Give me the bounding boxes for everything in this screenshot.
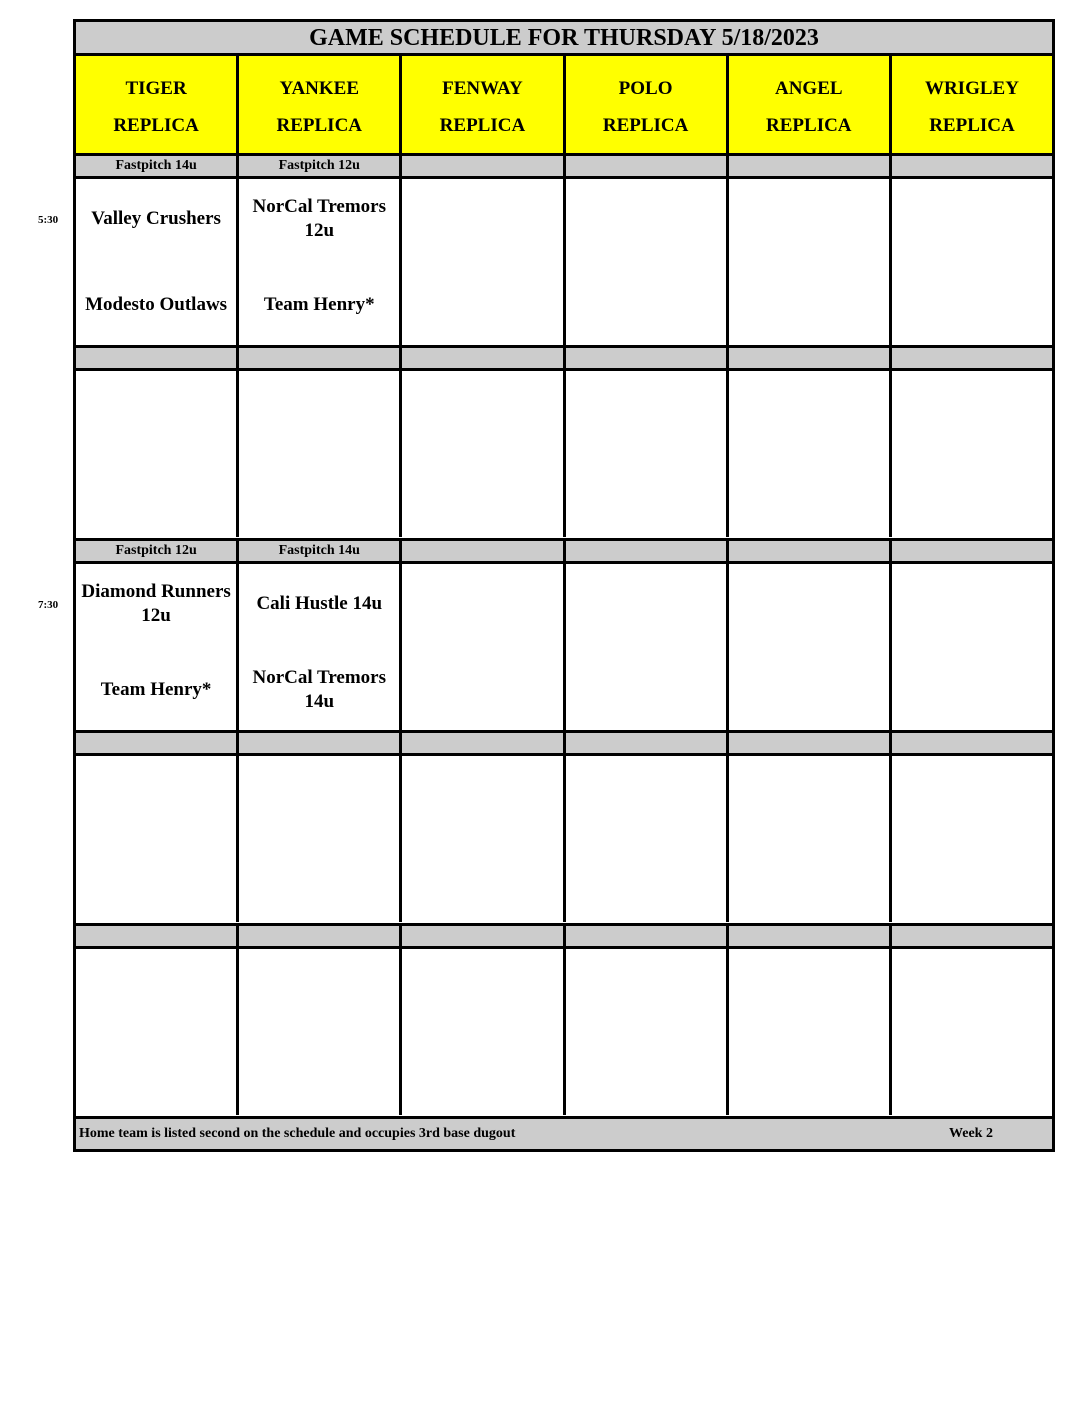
division-band-2 — [76, 345, 1052, 371]
game-cell-yankee — [239, 179, 402, 345]
game-cell-polo — [566, 179, 729, 345]
game-cell-fenway — [402, 564, 565, 730]
away-team: Diamond Runners 12u — [81, 581, 231, 626]
game-cell-tiger — [76, 564, 239, 730]
page-title: GAME SCHEDULE FOR THURSDAY 5/18/2023 — [76, 22, 1052, 56]
division-label — [566, 541, 729, 561]
game-slot-1 — [76, 179, 1052, 345]
game-slot-5 — [76, 949, 1052, 1115]
division-label — [729, 156, 892, 176]
game-cell-yankee — [239, 564, 402, 730]
game-cell-polo — [566, 564, 729, 730]
home-team: NorCal Tremors 14u — [252, 667, 387, 712]
game-cell-fenway — [402, 179, 565, 345]
division-label: Fastpitch 12u — [76, 541, 239, 561]
game-slot-4 — [76, 756, 1052, 922]
away-team: NorCal Tremors 12u — [252, 196, 387, 241]
field-header-polo: POLO REPLICA — [566, 56, 729, 153]
division-label — [892, 541, 1052, 561]
time-label-530: 5:30 — [38, 214, 59, 226]
division-band-5 — [76, 923, 1052, 949]
week-label: Week 2 — [949, 1126, 993, 1141]
division-band-3 — [76, 538, 1052, 564]
field-header-yankee: YANKEE REPLICA — [239, 56, 402, 153]
division-band-1 — [76, 153, 1052, 179]
home-team: Team Henry* — [263, 294, 375, 315]
game-cell-wrigley — [892, 564, 1052, 730]
time-label-730: 7:30 — [38, 599, 59, 611]
division-label — [566, 156, 729, 176]
division-band-4 — [76, 730, 1052, 756]
division-label: Fastpitch 14u — [239, 541, 402, 561]
away-team: Cali Hustle 14u — [256, 593, 383, 614]
home-team: Modesto Outlaws — [85, 294, 228, 315]
division-label — [892, 156, 1052, 176]
game-slot-2 — [76, 371, 1052, 537]
division-label: Fastpitch 14u — [76, 156, 239, 176]
field-header-angel: ANGEL REPLICA — [729, 56, 892, 153]
division-label: Fastpitch 12u — [239, 156, 402, 176]
field-header-row — [76, 56, 1052, 156]
game-cell-angel — [729, 179, 892, 345]
away-team: Valley Crushers — [91, 208, 221, 229]
game-cell-tiger — [76, 179, 239, 345]
division-label — [402, 156, 565, 176]
footer-note: Home team is listed second on the schedule and occupies 3rd base dugout — [79, 1126, 516, 1141]
field-header-wrigley: WRIGLEY REPLICA — [892, 56, 1052, 153]
division-label — [729, 541, 892, 561]
footer-bar — [76, 1116, 1052, 1149]
field-header-fenway: FENWAY REPLICA — [402, 56, 565, 153]
game-slot-3 — [76, 564, 1052, 730]
game-cell-angel — [729, 564, 892, 730]
field-header-tiger: TIGER REPLICA — [76, 56, 239, 153]
home-team: Team Henry* — [100, 679, 212, 700]
game-cell-wrigley — [892, 179, 1052, 345]
schedule-sheet — [73, 19, 1055, 1152]
division-label — [402, 541, 565, 561]
